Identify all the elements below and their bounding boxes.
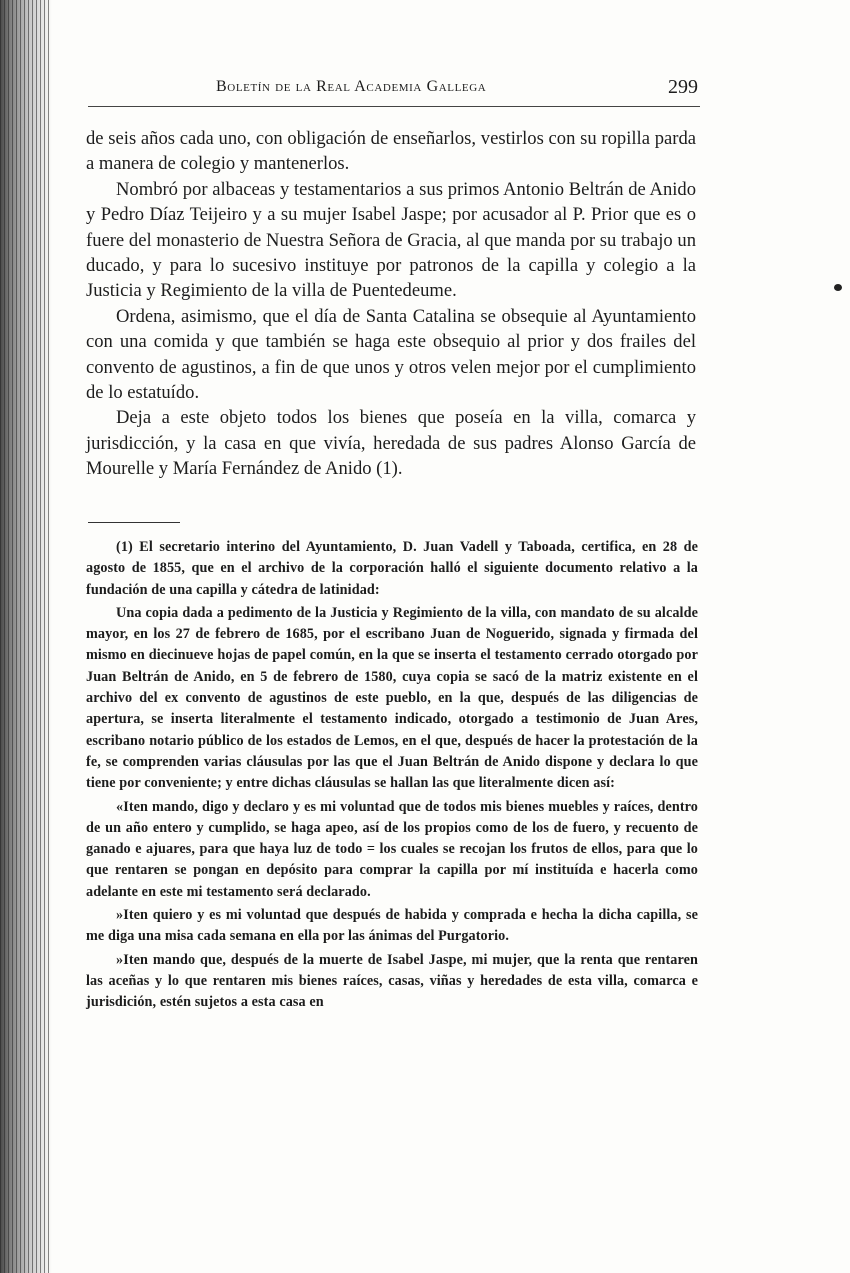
running-header (88, 76, 698, 102)
body-paragraph: de seis años cada uno, con obligación de enseñarlos, vestirlos con su ropilla parda a manera de colegio y mantenerlos. (86, 128, 696, 175)
body-paragraph: Nombró por albaceas y testamentarios a sus primos Antonio Beltrán de Anido y Pedro Díaz Teijeiro y a su mujer Isabel Jaspe; por acusador al P. Prior que es o fuere del monasterio de Nuestra Señora de Gracia, al que manda por su trabajo un ducado, y para lo sucesivo instituye por patronos de la capilla y colegio a la Justicia y Regimiento de la villa de Puentedeume. (86, 178, 696, 302)
body-paragraph: Ordena, asimismo, que el día de Santa Catalina se obsequie al Ayuntamiento con una comida y que también se haga este obsequio al prior y dos frailes del convento de agustinos, a fin de que unos y otros velen mejor por el cumplimiento de lo estatuído. (86, 305, 696, 404)
footnote-paragraph: »Iten quiero y es mi voluntad que después de habida y comprada e hecha la dicha capilla, se me diga una misa cada semana en ella por las ánimas del Purgatorio. (86, 907, 698, 945)
body-paragraph: Deja a este objeto todos los bienes que poseía en la villa, comarca y jurisdicción, y la casa en que vivía, heredada de sus padres Alonso García de Mourelle y María Fernández de Anido (1). (86, 407, 696, 480)
footnote-rule (88, 522, 180, 523)
journal-title: Boletín de la Real Academia Gallega (216, 78, 487, 95)
footnote-paragraph: »Iten mando que, después de la muerte de Isabel Jaspe, mi mujer, que la renta que rentaren las aceñas y lo que rentaren mis bienes raíces, casas, viñas y heredades de esta villa, comarca e jurisdición, estén sujetos a esta casa en (86, 951, 698, 1011)
footnote-paragraph: «Iten mando, digo y declaro y es mi voluntad que de todos mis bienes muebles y raíces, dentro de un año entero y cumplido, se haga apeo, así de los propios como de los de fuero, y recuento de ganado e ajuares, para que haya luz de todo = los cuales se recojan los frutos de ellos, para que lo que rentaren se pongan en depósito para comprar la capilla por mí instituída e hacerla como adelante en este mi testamento será declarado. (86, 798, 698, 900)
ink-speck (834, 284, 842, 291)
footnotes (86, 537, 698, 1016)
page-number: 299 (668, 76, 698, 98)
book-binding-edge (0, 0, 52, 1273)
main-text (86, 126, 696, 482)
footnote-paragraph: Una copia dada a pedimento de la Justicia y Regimiento de la villa, con mandato de su alcalde mayor, en los 27 de febrero de 1685, por el escribano Juan de Noguerido, signada y firmada del mismo en diecinueve hojas de papel común, en la que se inserta el testamento cerrado otorgado por Juan Beltrán de Anido, en 5 de febrero de 1580, cuya copia se sacó de la matriz existente en el archivo del ex convento de agustinos de este pueblo, en la que, después de las diligencias de apertura, se inserta literalmente el testamento indicado, otorgado a testimonio de Juan Ares, escribano notario público de los estados de Lemos, en el que, después de hacer la protestación de la fe, se comprenden varias cláusulas por las que el Juan Beltrán de Anido dispone y declara lo que tiene por conveniente; y entre dichas cláusulas se hallan las que literalmente dicen así: (86, 604, 698, 792)
footnote-paragraph: (1) El secretario interino del Ayuntamiento, D. Juan Vadell y Taboada, certifica, en 28 de agosto de 1855, que en el archivo de la corporación halló el siguiente documento relativo a la fundación de una capilla y cátedra de latinidad: (86, 539, 698, 598)
header-rule (88, 106, 700, 107)
